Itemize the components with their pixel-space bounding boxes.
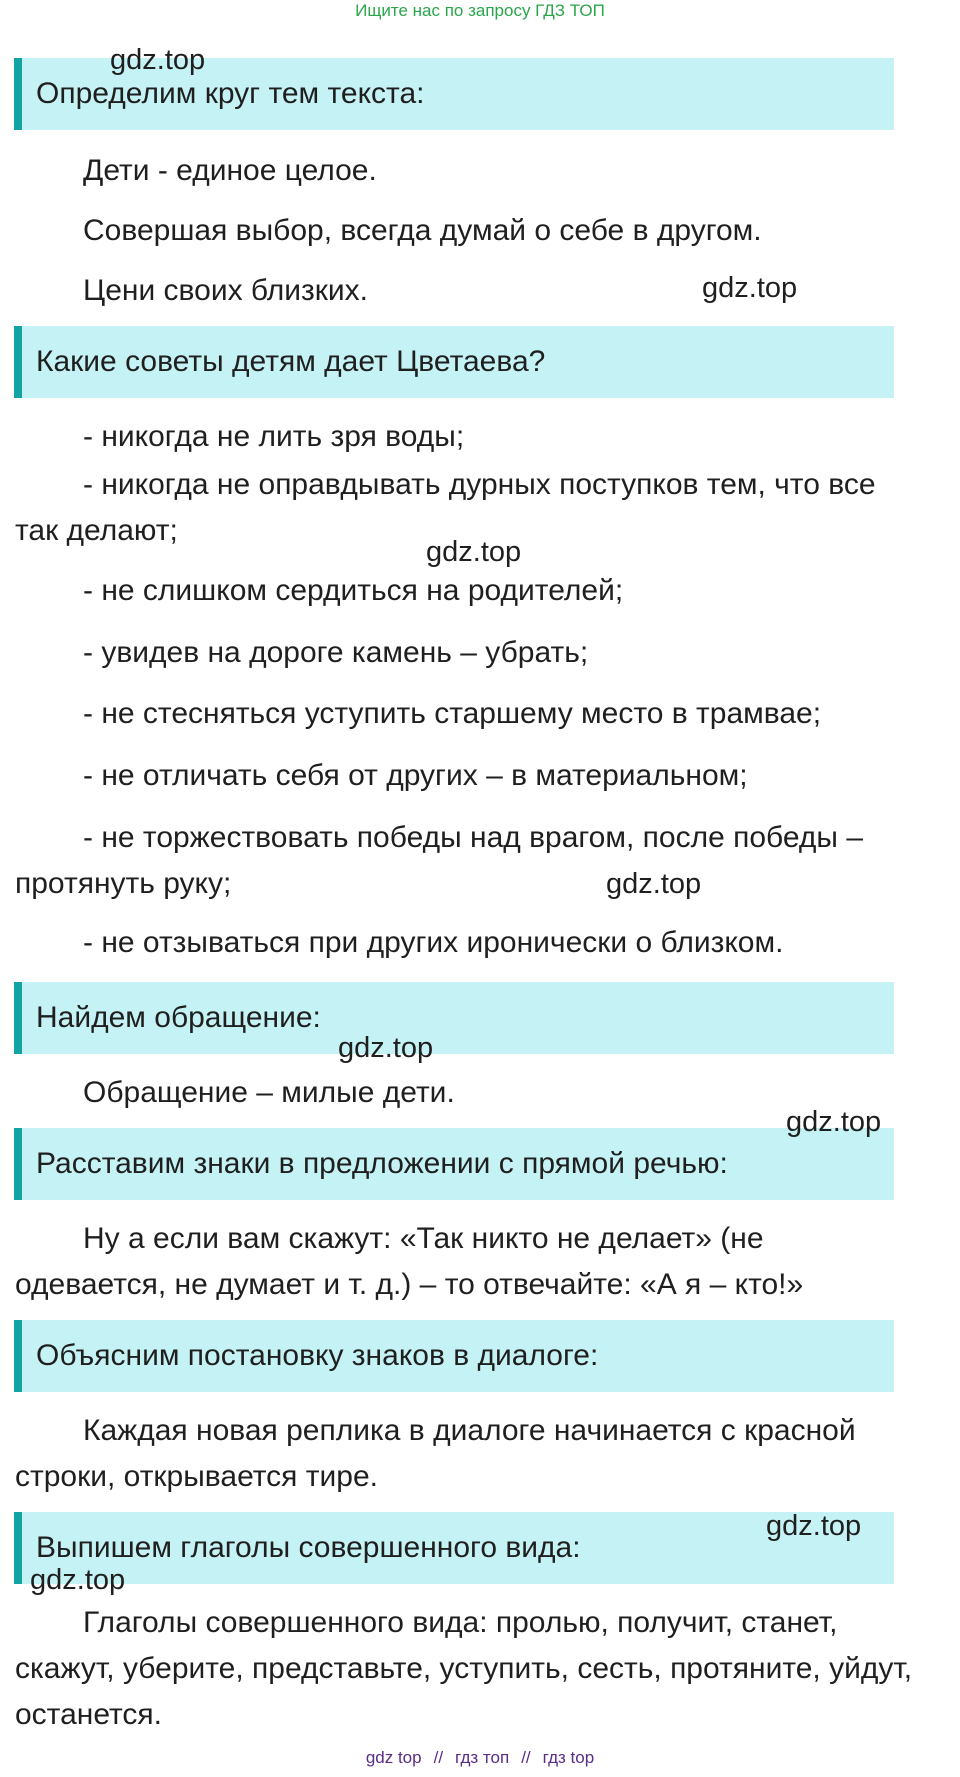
watermark: gdz.top bbox=[786, 1106, 882, 1138]
footer-links bbox=[0, 1748, 960, 1768]
watermark: gdz.top bbox=[702, 272, 798, 304]
list-item bbox=[15, 691, 915, 737]
watermark: gdz.top bbox=[30, 1564, 126, 1596]
section-header-topics: Определим круг тем текста: bbox=[14, 58, 894, 130]
section-header-address: Найдем обращение: bbox=[14, 982, 894, 1054]
paragraph bbox=[15, 1408, 915, 1500]
list-item bbox=[15, 920, 915, 966]
list-item bbox=[15, 630, 915, 676]
footer-link[interactable]: гдз топ bbox=[455, 1748, 510, 1767]
list-item-text: - никогда не лить зря воды; bbox=[83, 420, 465, 453]
section-header-perfective-verbs: Выпишем глаголы совершенного вида: bbox=[14, 1512, 894, 1584]
paragraph-text: Глаголы совершенного вида: пролью, получит, станет, скажут, уберите, представьте, уступить, сесть, протяните, уйдут, останется. bbox=[15, 1606, 913, 1731]
paragraph-text: Совершая выбор, всегда думай о себе в другом. bbox=[83, 214, 762, 247]
section-header-advice: Какие советы детям дает Цветаева? bbox=[14, 326, 894, 398]
paragraph-text: Дети - единое целое. bbox=[83, 154, 377, 187]
paragraph bbox=[15, 1070, 915, 1116]
paragraph bbox=[15, 208, 915, 254]
list-item bbox=[15, 568, 915, 614]
watermark: gdz.top bbox=[110, 44, 206, 76]
list-item bbox=[15, 753, 915, 799]
watermark: gdz.top bbox=[426, 536, 522, 568]
list-item-text: - не слишком сердиться на родителей; bbox=[83, 574, 624, 607]
paragraph-text: Ну а если вам скажут: «Так никто не делает» (не одевается, не думает и т. д.) – то отвечайте: «А я – кто!» bbox=[15, 1222, 804, 1301]
footer-link[interactable]: gdz top bbox=[365, 1748, 422, 1767]
list-item-text: - не торжествовать победы над врагом, после победы – протянуть руку; bbox=[15, 821, 863, 900]
footer-separator: // bbox=[433, 1748, 444, 1767]
paragraph bbox=[15, 1600, 915, 1738]
list-item bbox=[15, 815, 915, 907]
watermark: gdz.top bbox=[338, 1032, 434, 1064]
list-item-text: - не стесняться уступить старшему место в трамвае; bbox=[83, 697, 822, 730]
list-item-text: - никогда не оправдывать дурных поступков тем, что все так делают; bbox=[15, 468, 876, 547]
list-item bbox=[15, 414, 915, 460]
watermark: gdz.top bbox=[766, 1510, 862, 1542]
paragraph bbox=[15, 148, 915, 194]
paragraph-text: Цени своих близких. bbox=[83, 274, 368, 307]
paragraph-text: Каждая новая реплика в диалоге начинается с красной строки, открывается тире. bbox=[15, 1414, 856, 1493]
paragraph bbox=[15, 1216, 915, 1308]
list-item-text: - не отличать себя от других – в материальном; bbox=[83, 759, 748, 792]
list-item-text: - не отзываться при других иронически о близком. bbox=[83, 926, 784, 959]
footer-link[interactable]: гдз top bbox=[542, 1748, 595, 1767]
footer-separator: // bbox=[521, 1748, 531, 1767]
paragraph-text: Обращение – милые дети. bbox=[83, 1076, 455, 1109]
section-header-dialogue: Объясним постановку знаков в диалоге: bbox=[14, 1320, 894, 1392]
list-item-text: - увидев на дороге камень – убрать; bbox=[83, 636, 589, 669]
section-header-direct-speech: Расставим знаки в предложении с прямой речью: bbox=[14, 1128, 894, 1200]
top-banner[interactable]: Ищите нас по запросу ГДЗ ТОП bbox=[355, 1, 605, 20]
watermark: gdz.top bbox=[606, 868, 702, 900]
